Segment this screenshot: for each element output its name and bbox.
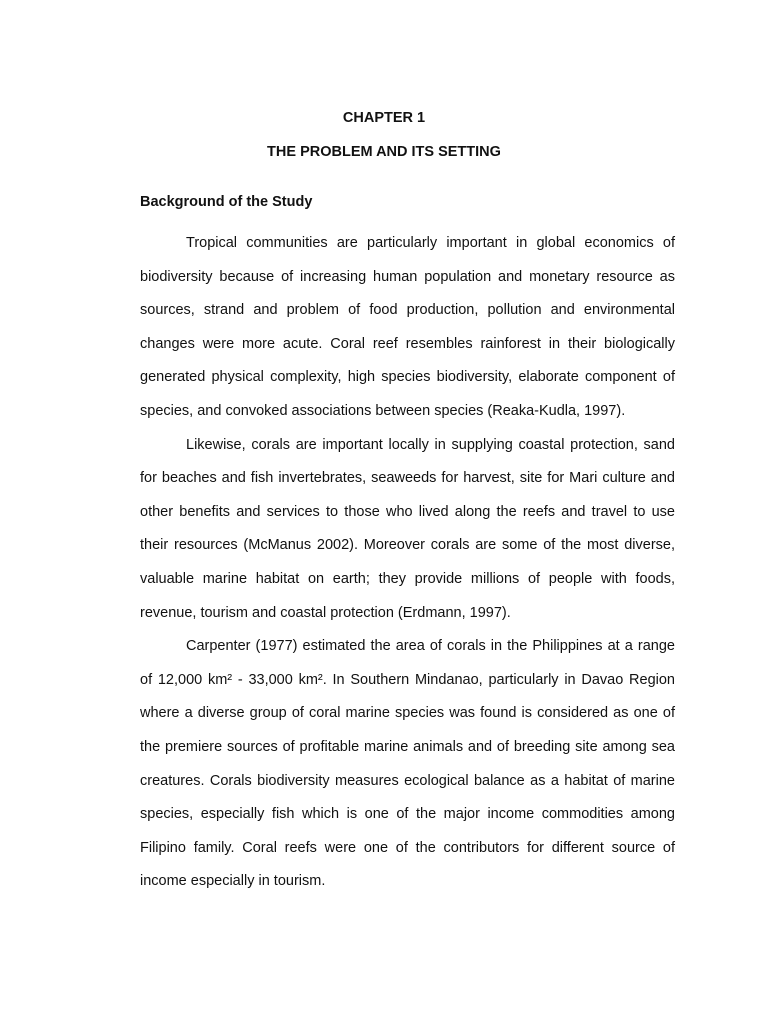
paragraph-2: Likewise, corals are important locally in supplying coastal protection, sand for beaches and fish invertebrates, seaweeds for harvest, site for Mari culture and other benefits and services to those who lived along the reefs and travel to use their resources (McManus 2002). Moreover corals are some of the most diverse, valuable marine habitat on earth; they provide millions of people with foods, revenue, tourism and coastal protection (Erdmann, 1997). [140, 436, 675, 621]
paragraph-3: Carpenter (1977) estimated the area of corals in the Philippines at a range of 12,000 km² - 33,000 km². In Southern Mindanao, particularly in Davao Region where a diverse group of coral marine species was found is considered as one of the premiere sources of profitable marine animals and of breeding site among sea creatures. Corals biodiversity measures ecological balance as a habitat of marine species, especially fish which is one of the major income commodities among Filipino family. Coral reefs were one of the contributors for different source of income especially in tourism. [140, 638, 675, 890]
section-heading: Background of the Study [140, 194, 313, 210]
chapter-title: THE PROBLEM AND ITS SETTING [267, 144, 501, 160]
paragraph-1: Tropical communities are particularly important in global economics of biodiversity because of increasing human population and monetary resource as sources, strand and problem of food production, pollution and environmental changes were more acute. Coral reef resembles rainforest in their biologically generated physical complexity, high species biodiversity, elaborate component of species, and convoked associations between species (Reaka-Kudla, 1997). [140, 235, 675, 419]
body-text [140, 227, 675, 899]
chapter-label: CHAPTER 1 [342, 110, 426, 126]
